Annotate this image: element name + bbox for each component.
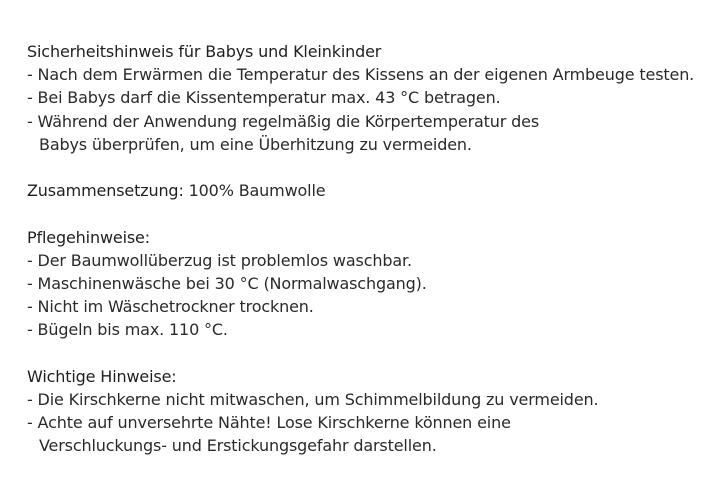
important-heading: Wichtige Hinweise: <box>27 366 177 386</box>
care-item: - Maschinenwäsche bei 30 °C (Normalwaschgang). <box>27 273 427 293</box>
care-item: - Der Baumwollüberzug ist problemlos waschbar. <box>27 250 412 270</box>
important-item: - Die Kirschkerne nicht mitwaschen, um Schimmelbildung zu vermeiden. <box>27 389 599 409</box>
important-item-continuation: Verschluckungs- und Erstickungsgefahr darstellen. <box>39 436 437 456</box>
section-spacer <box>27 202 712 225</box>
composition-section <box>27 179 712 202</box>
care-section <box>27 226 712 342</box>
care-heading: Pflegehinweise: <box>27 227 150 247</box>
safety-item: - Nach dem Erwärmen die Temperatur des Kissens an der eigenen Armbeuge testen. <box>27 65 695 85</box>
safety-item-continuation: Babys überprüfen, um eine Überhitzung zu vermeiden. <box>39 134 472 154</box>
important-item: - Achte auf unversehrte Nähte! Lose Kirschkerne können eine <box>27 413 511 432</box>
composition-label: Zusammensetzung: <box>27 181 184 201</box>
safety-heading: Sicherheitshinweis für Babys und Kleinkinder <box>27 42 382 61</box>
section-spacer <box>27 341 712 364</box>
important-section <box>27 365 712 458</box>
safety-item: - Bei Babys darf die Kissentemperatur max. 43 °C betragen. <box>27 88 501 108</box>
care-item: - Bügeln bis max. 110 °C. <box>27 320 228 340</box>
product-info-text <box>27 40 712 457</box>
care-item: - Nicht im Wäschetrockner trocknen. <box>27 297 314 317</box>
section-spacer <box>27 156 712 179</box>
composition-value: 100% Baumwolle <box>183 181 326 201</box>
safety-section <box>27 40 712 156</box>
safety-item: - Während der Anwendung regelmäßig die Körpertemperatur des <box>27 111 540 131</box>
